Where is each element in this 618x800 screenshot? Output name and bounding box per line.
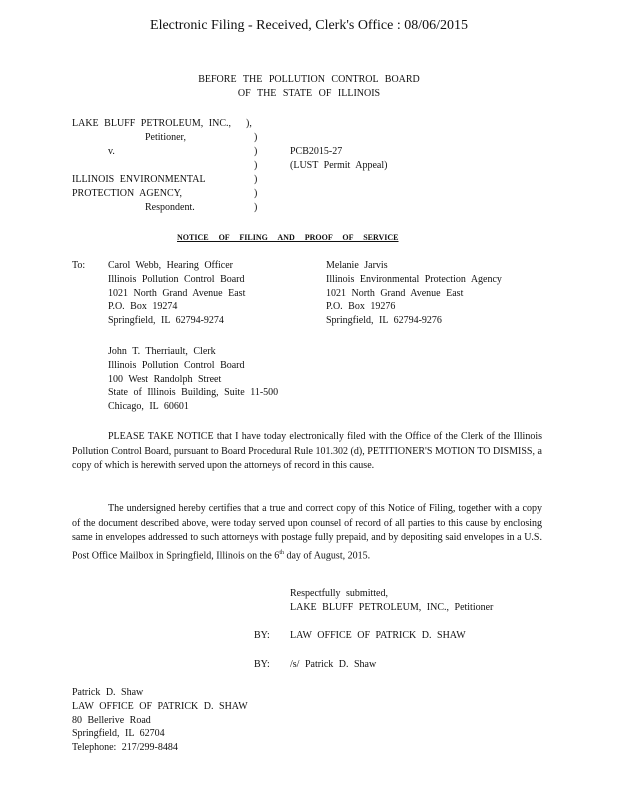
case-type: (LUST Permit Appeal) bbox=[290, 160, 388, 171]
recipient-line: Illinois Pollution Control Board bbox=[108, 359, 245, 371]
signature-closing: Respectfully submitted, bbox=[290, 588, 388, 599]
recipient-line: Carol Webb, Hearing Officer bbox=[108, 260, 234, 271]
recipient-line: Illinois Environmental Protection Agency bbox=[326, 273, 502, 285]
recipient-line: Springfield, IL 62794-9274 bbox=[108, 315, 224, 327]
caption-petitioner: LAKE BLUFF PETROLEUM, INC., bbox=[72, 118, 232, 129]
attorney-line: Patrick D. Shaw bbox=[72, 687, 144, 698]
case-number: PCB2015-27 bbox=[290, 146, 343, 157]
recipient-line: 100 West Randolph Street bbox=[108, 373, 222, 385]
recipient-line: Springfield, IL 62794-9276 bbox=[326, 315, 442, 327]
board-heading-line1: BEFORE THE POLLUTION CONTROL BOARD bbox=[198, 74, 420, 85]
caption-paren: ) bbox=[254, 146, 258, 157]
caption-paren: ) bbox=[254, 132, 258, 143]
caption-versus: v. bbox=[108, 146, 115, 157]
board-heading bbox=[0, 73, 618, 100]
notice-paragraph bbox=[72, 430, 542, 474]
by-label: BY: bbox=[254, 659, 270, 670]
recipient-line: P.O. Box 19276 bbox=[326, 301, 396, 313]
filing-stamp: Electronic Filing - Received, Clerk's Office : 08/06/2015 bbox=[150, 18, 468, 33]
caption-respondent-role: Respondent. bbox=[145, 202, 195, 213]
electronic-signature: /s/ Patrick D. Shaw bbox=[290, 659, 377, 670]
certification-text bbox=[72, 502, 542, 563]
caption-paren: ) bbox=[254, 160, 258, 171]
certification-text-main: The undersigned hereby certifies that a true and correct copy of this Notice of Filing, together with a copy of the document described above, were today served upon counsel of record of all parties to this cause by enclosing same in envelopes addressed to such attorneys with postage fully prepaid, and by depositing said envelopes in a U.S. Post Office Mailbox in Springfield, Illinois on the 6 bbox=[72, 503, 542, 561]
caption-petitioner-role: Petitioner, bbox=[145, 132, 186, 143]
attorney-line: Springfield, IL 62704 bbox=[72, 728, 165, 740]
attorney-block bbox=[72, 686, 248, 755]
recipient-line: 1021 North Grand Avenue East bbox=[326, 287, 464, 299]
recipient-block bbox=[326, 259, 502, 328]
caption-paren: ) bbox=[254, 202, 258, 213]
recipient-block bbox=[108, 259, 245, 328]
caption-respondent-line1: ILLINOIS ENVIRONMENTAL bbox=[72, 174, 206, 185]
by-label: BY: bbox=[254, 630, 270, 641]
notice-title: NOTICE OF FILING AND PROOF OF SERVICE bbox=[177, 233, 399, 242]
certification-text-end: day of August, 2015. bbox=[283, 549, 371, 561]
recipient-line: State of Illinois Building, Suite 11-500 bbox=[108, 387, 279, 399]
signature-party: LAKE BLUFF PETROLEUM, INC., Petitioner bbox=[290, 602, 494, 613]
caption-paren: ) bbox=[254, 174, 258, 185]
notice-text: PLEASE TAKE NOTICE that I have today electronically filed with the Office of the Clerk of the Illinois Pollution Control Board, pursuant to Board Procedural Rule 101.302 (d), PETITIONER'S MOTION TO DISMISS, a copy of which is herewith served upon the attorneys of record in this cause. bbox=[72, 431, 542, 471]
recipient-line: Melanie Jarvis bbox=[326, 260, 388, 271]
recipient-line: Illinois Pollution Control Board bbox=[108, 273, 245, 285]
certification-paragraph bbox=[72, 502, 542, 563]
caption-paren: ), bbox=[246, 118, 252, 129]
recipient-line: 1021 North Grand Avenue East bbox=[108, 287, 246, 299]
attorney-line: Telephone: 217/299-8484 bbox=[72, 742, 178, 754]
attorney-line: LAW OFFICE OF PATRICK D. SHAW bbox=[72, 700, 248, 712]
signature-firm: LAW OFFICE OF PATRICK D. SHAW bbox=[290, 630, 466, 641]
caption-respondent-line2: PROTECTION AGENCY, bbox=[72, 188, 183, 199]
recipient-line: Chicago, IL 60601 bbox=[108, 401, 189, 413]
to-label: To: bbox=[72, 260, 86, 271]
recipient-block bbox=[108, 345, 278, 414]
attorney-line: 80 Bellerive Road bbox=[72, 714, 151, 726]
recipient-line: John T. Therriault, Clerk bbox=[108, 346, 216, 357]
certification-ordinal: th bbox=[279, 549, 284, 556]
board-heading-line2: OF THE STATE OF ILLINOIS bbox=[237, 87, 381, 99]
recipient-line: P.O. Box 19274 bbox=[108, 301, 178, 313]
caption-paren: ) bbox=[254, 188, 258, 199]
